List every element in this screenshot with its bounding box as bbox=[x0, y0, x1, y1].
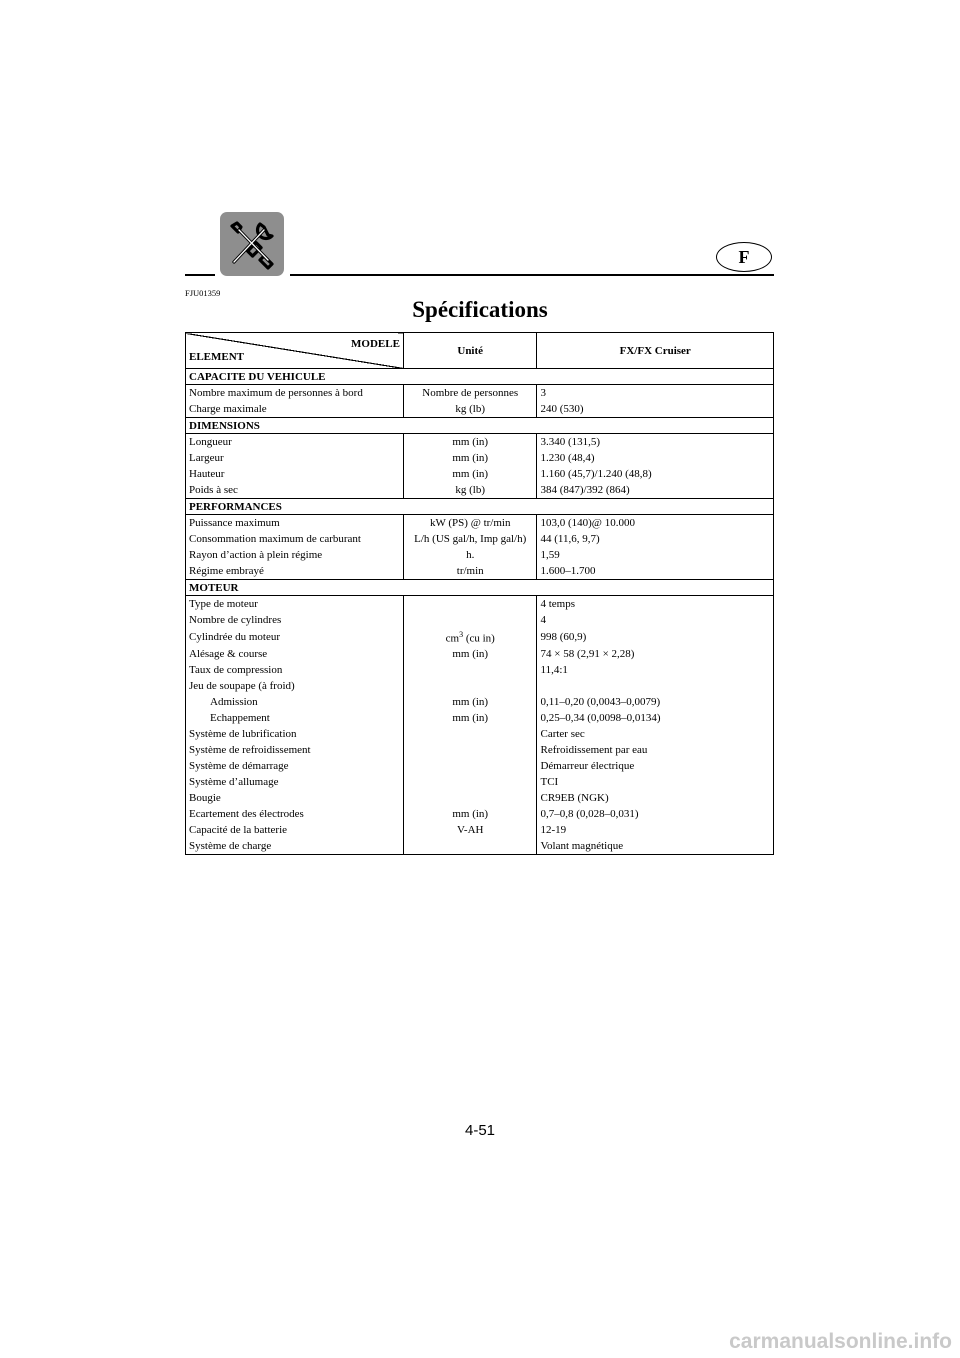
spec-value: 0,7–0,8 (0,028–0,031) bbox=[540, 808, 639, 820]
spec-unit bbox=[403, 790, 537, 806]
spec-value bbox=[537, 678, 774, 694]
spec-item: Capacité de la batterie bbox=[186, 822, 404, 838]
spec-item: Largeur bbox=[186, 450, 404, 466]
spec-unit-base: cm bbox=[445, 632, 460, 645]
spec-item: Bougie bbox=[186, 790, 404, 806]
table-row bbox=[186, 694, 774, 710]
spec-unit bbox=[403, 758, 537, 774]
spec-item: Hauteur bbox=[186, 466, 404, 482]
spec-unit: mm (in) bbox=[403, 450, 537, 466]
table-row bbox=[186, 515, 774, 532]
spec-unit: kg (lb) bbox=[403, 482, 537, 499]
language-badge: F bbox=[716, 242, 772, 272]
spec-item: Rayon d’action à plein régime bbox=[186, 547, 404, 563]
table-row bbox=[186, 628, 774, 646]
table-row bbox=[186, 450, 774, 466]
spec-item: Echappement bbox=[186, 710, 404, 726]
spec-unit bbox=[403, 678, 537, 694]
spec-unit bbox=[403, 726, 537, 742]
spec-unit: h. bbox=[403, 547, 537, 563]
spec-value: 0,25–0,34 (0,0098–0,0134) bbox=[540, 712, 661, 724]
table-row bbox=[186, 612, 774, 628]
table-row bbox=[186, 531, 774, 547]
table-row bbox=[186, 482, 774, 499]
section-title: MOTEUR bbox=[186, 580, 774, 596]
spec-item: Régime embrayé bbox=[186, 563, 404, 580]
spec-unit: kg (lb) bbox=[403, 401, 537, 418]
spec-value: 3 bbox=[540, 387, 546, 399]
spec-unit bbox=[403, 612, 537, 628]
header-corner-cell bbox=[186, 333, 404, 369]
spec-item: Jeu de soupape (à froid) bbox=[186, 678, 404, 694]
spec-item: Longueur bbox=[186, 434, 404, 451]
spec-item: Nombre de cylindres bbox=[186, 612, 404, 628]
document-code: FJU01359 bbox=[185, 288, 221, 298]
table-row bbox=[186, 563, 774, 580]
spec-item: Ecartement des électrodes bbox=[186, 806, 404, 822]
spec-unit-superscript: 3 bbox=[459, 630, 464, 640]
spec-value: 1.600–1.700 bbox=[540, 565, 596, 577]
header-element-label: ELEMENT bbox=[189, 351, 245, 363]
header-rule-left bbox=[185, 274, 215, 276]
table-row bbox=[186, 547, 774, 563]
spec-table bbox=[185, 332, 774, 855]
spec-value: Démarreur électrique bbox=[540, 760, 635, 772]
spec-value: Carter sec bbox=[540, 728, 585, 740]
table-row bbox=[186, 434, 774, 451]
spec-value: 384 (847)/392 (864) bbox=[540, 484, 630, 496]
section-title: DIMENSIONS bbox=[186, 418, 774, 434]
header-rule-right bbox=[290, 274, 774, 276]
section-row bbox=[186, 369, 774, 385]
section-row bbox=[186, 580, 774, 596]
spec-value: CR9EB (NGK) bbox=[540, 792, 609, 804]
table-row bbox=[186, 385, 774, 402]
spec-unit bbox=[403, 596, 537, 613]
spec-item: Puissance maximum bbox=[186, 515, 404, 532]
spec-value: 1.230 (48,4) bbox=[540, 452, 595, 464]
table-row bbox=[186, 596, 774, 613]
spec-unit: mm (in) bbox=[403, 646, 537, 662]
tools-icon bbox=[220, 212, 284, 276]
spec-item: Admission bbox=[186, 694, 404, 710]
spec-unit bbox=[403, 628, 537, 646]
spec-unit bbox=[403, 838, 537, 855]
spec-unit: V-AH bbox=[403, 822, 537, 838]
table-row bbox=[186, 822, 774, 838]
spec-unit: L/h (US gal/h, Imp gal/h) bbox=[403, 531, 537, 547]
section-title: CAPACITE DU VEHICULE bbox=[186, 369, 774, 385]
spec-value: 11,4:1 bbox=[540, 664, 568, 676]
spec-item: Système d’allumage bbox=[186, 774, 404, 790]
spec-unit: mm (in) bbox=[403, 434, 537, 451]
spec-value: 0,11–0,20 (0,0043–0,0079) bbox=[540, 696, 661, 708]
page-title: Spécifications bbox=[412, 297, 548, 322]
spec-item: Alésage & course bbox=[186, 646, 404, 662]
table-row bbox=[186, 774, 774, 790]
page-number: 4-51 bbox=[464, 1122, 496, 1139]
spec-value: 240 (530) bbox=[540, 403, 584, 415]
spec-item: Système de lubrification bbox=[186, 726, 404, 742]
spec-value: Volant magnétique bbox=[540, 840, 624, 852]
spec-value: 3.340 (131,5) bbox=[540, 436, 601, 448]
spec-item: Taux de compression bbox=[186, 662, 404, 678]
spec-value: 4 bbox=[540, 614, 546, 626]
table-row bbox=[186, 790, 774, 806]
spec-item: Poids à sec bbox=[186, 482, 404, 499]
table-row bbox=[186, 758, 774, 774]
table-row bbox=[186, 742, 774, 758]
spec-unit: tr/min bbox=[403, 563, 537, 580]
header-model: FX/FX Cruiser bbox=[537, 333, 774, 369]
spec-unit-tail: (cu in) bbox=[463, 632, 495, 645]
spec-item: Type de moteur bbox=[186, 596, 404, 613]
header-unit: Unité bbox=[403, 333, 537, 369]
spec-value: 1,59 bbox=[540, 549, 560, 561]
table-row bbox=[186, 662, 774, 678]
spec-value: Refroidissement par eau bbox=[540, 744, 648, 756]
spec-unit bbox=[403, 742, 537, 758]
spec-item: Système de refroidissement bbox=[186, 742, 404, 758]
spec-item: Système de charge bbox=[186, 838, 404, 855]
table-row bbox=[186, 726, 774, 742]
table-row bbox=[186, 806, 774, 822]
table-row bbox=[186, 401, 774, 418]
spec-value: 74 × 58 (2,91 × 2,28) bbox=[540, 648, 635, 660]
spec-unit bbox=[403, 774, 537, 790]
spec-item: Cylindrée du moteur bbox=[186, 628, 404, 646]
table-header-row bbox=[186, 333, 774, 369]
watermark: carmanualsonline.info bbox=[729, 1330, 952, 1353]
spec-item: Charge maximale bbox=[186, 401, 404, 418]
spec-unit: mm (in) bbox=[403, 806, 537, 822]
table-row bbox=[186, 838, 774, 855]
spec-unit bbox=[403, 662, 537, 678]
spec-item: Système de démarrage bbox=[186, 758, 404, 774]
spec-item: Nombre maximum de personnes à bord bbox=[186, 385, 404, 402]
section-row bbox=[186, 499, 774, 515]
section-title: PERFORMANCES bbox=[186, 499, 774, 515]
spec-unit: kW (PS) @ tr/min bbox=[403, 515, 537, 532]
spec-value: 103,0 (140)@ 10.000 bbox=[540, 517, 635, 529]
section-row bbox=[186, 418, 774, 434]
spec-unit: mm (in) bbox=[403, 694, 537, 710]
spec-unit: mm (in) bbox=[403, 466, 537, 482]
spec-value: 1.160 (45,7)/1.240 (48,8) bbox=[540, 468, 652, 480]
table-row bbox=[186, 710, 774, 726]
spec-value: 998 (60,9) bbox=[540, 631, 587, 643]
table-row bbox=[186, 466, 774, 482]
table-row bbox=[186, 646, 774, 662]
spec-value: 12-19 bbox=[540, 824, 567, 836]
spec-value: TCI bbox=[540, 776, 559, 788]
spec-value: 4 temps bbox=[540, 598, 576, 610]
spec-unit: Nombre de personnes bbox=[403, 385, 537, 402]
table-row bbox=[186, 678, 774, 694]
spec-unit: mm (in) bbox=[403, 710, 537, 726]
header-model-label: MODELE bbox=[351, 338, 400, 350]
spec-value: 44 (11,6, 9,7) bbox=[540, 533, 600, 545]
spec-item: Consommation maximum de carburant bbox=[186, 531, 404, 547]
